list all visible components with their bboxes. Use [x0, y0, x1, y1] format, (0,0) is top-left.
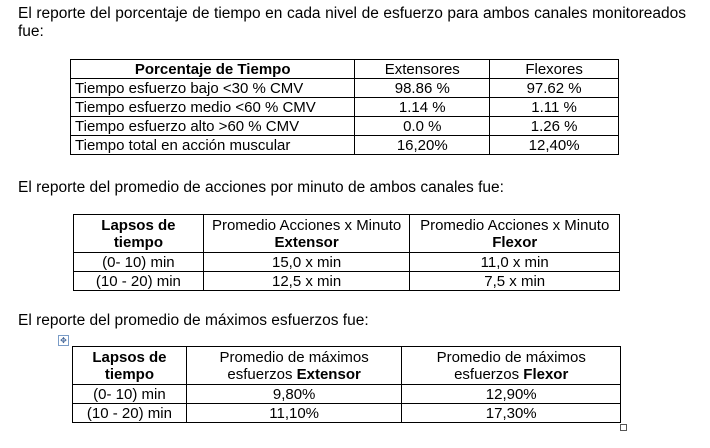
lapse-label: (0- 10) min [73, 385, 187, 404]
extensor-value: 11,10% [186, 404, 402, 423]
table-row [74, 272, 620, 291]
lapse-label: (0- 10) min [74, 253, 204, 272]
table-row [73, 385, 621, 404]
flexores-value: 1.11 % [490, 98, 619, 117]
extensores-value: 98.86 % [355, 79, 490, 98]
table-row [71, 79, 619, 98]
header-flexor-text: Promedio de máximos esfuerzos [436, 348, 586, 383]
flexor-value: 7,5 x min [410, 272, 620, 291]
intro-paragraph-actions-per-minute: El reporte del promedio de acciones por minuto de ambos canales fue: [18, 179, 504, 196]
extensor-value: 15,0 x min [203, 253, 410, 272]
header-extensores: Extensores [355, 60, 490, 79]
header-lapsos-de-tiempo: Lapsos de tiempo [74, 215, 204, 253]
extensores-value: 16,20% [355, 136, 490, 155]
header-flexor-bold: Flexor [492, 233, 538, 251]
lapse-label: (10 - 20) min [74, 272, 204, 291]
header-extensor [203, 215, 410, 253]
header-flexor [402, 347, 621, 385]
table-row [71, 117, 619, 136]
flexores-value: 12,40% [490, 136, 619, 155]
header-extensor-text: Promedio de máximos esfuerzos [219, 348, 369, 383]
header-porcentaje-de-tiempo: Porcentaje de Tiempo [71, 60, 355, 79]
header-flexor-bold: Flexor [523, 365, 569, 383]
move-arrows-icon[interactable]: ✥ [58, 335, 69, 346]
row-label: Tiempo esfuerzo bajo <30 % CMV [71, 79, 355, 98]
header-extensor-text: Promedio Acciones x Minuto [211, 216, 402, 234]
flexor-value: 12,90% [402, 385, 621, 404]
table-row [71, 136, 619, 155]
header-extensor [186, 347, 402, 385]
header-flexor-text: Promedio Acciones x Minuto [420, 216, 610, 234]
flexores-value: 97.62 % [490, 79, 619, 98]
flexores-value: 1.26 % [490, 117, 619, 136]
flexor-value: 11,0 x min [410, 253, 620, 272]
time-percentage-table [70, 59, 619, 155]
max-efforts-table [72, 346, 621, 423]
extensor-value: 9,80% [186, 385, 402, 404]
table-row [71, 98, 619, 117]
extensores-value: 0.0 % [355, 117, 490, 136]
extensores-value: 1.14 % [355, 98, 490, 117]
flexor-value: 17,30% [402, 404, 621, 423]
intro-paragraph-time-percentage: El reporte del porcentaje de tiempo en cada nivel de esfuerzo para ambos canales monitoreados fue: [18, 5, 686, 40]
table-row [73, 404, 621, 423]
header-extensor-bold: Extensor [274, 233, 339, 251]
table-row [74, 253, 620, 272]
row-label: Tiempo esfuerzo alto >60 % CMV [71, 117, 355, 136]
intro-paragraph-max-efforts: El reporte del promedio de máximos esfuerzos fue: [18, 312, 369, 329]
resize-square-icon[interactable] [620, 424, 627, 431]
row-label: Tiempo esfuerzo medio <60 % CMV [71, 98, 355, 117]
actions-per-minute-table [73, 214, 620, 291]
extensor-value: 12,5 x min [203, 272, 410, 291]
row-label: Tiempo total en acción muscular [71, 136, 355, 155]
lapse-label: (10 - 20) min [73, 404, 187, 423]
header-flexor [410, 215, 620, 253]
header-flexores: Flexores [490, 60, 619, 79]
header-lapsos-de-tiempo: Lapsos de tiempo [73, 347, 187, 385]
header-extensor-bold: Extensor [296, 365, 361, 383]
